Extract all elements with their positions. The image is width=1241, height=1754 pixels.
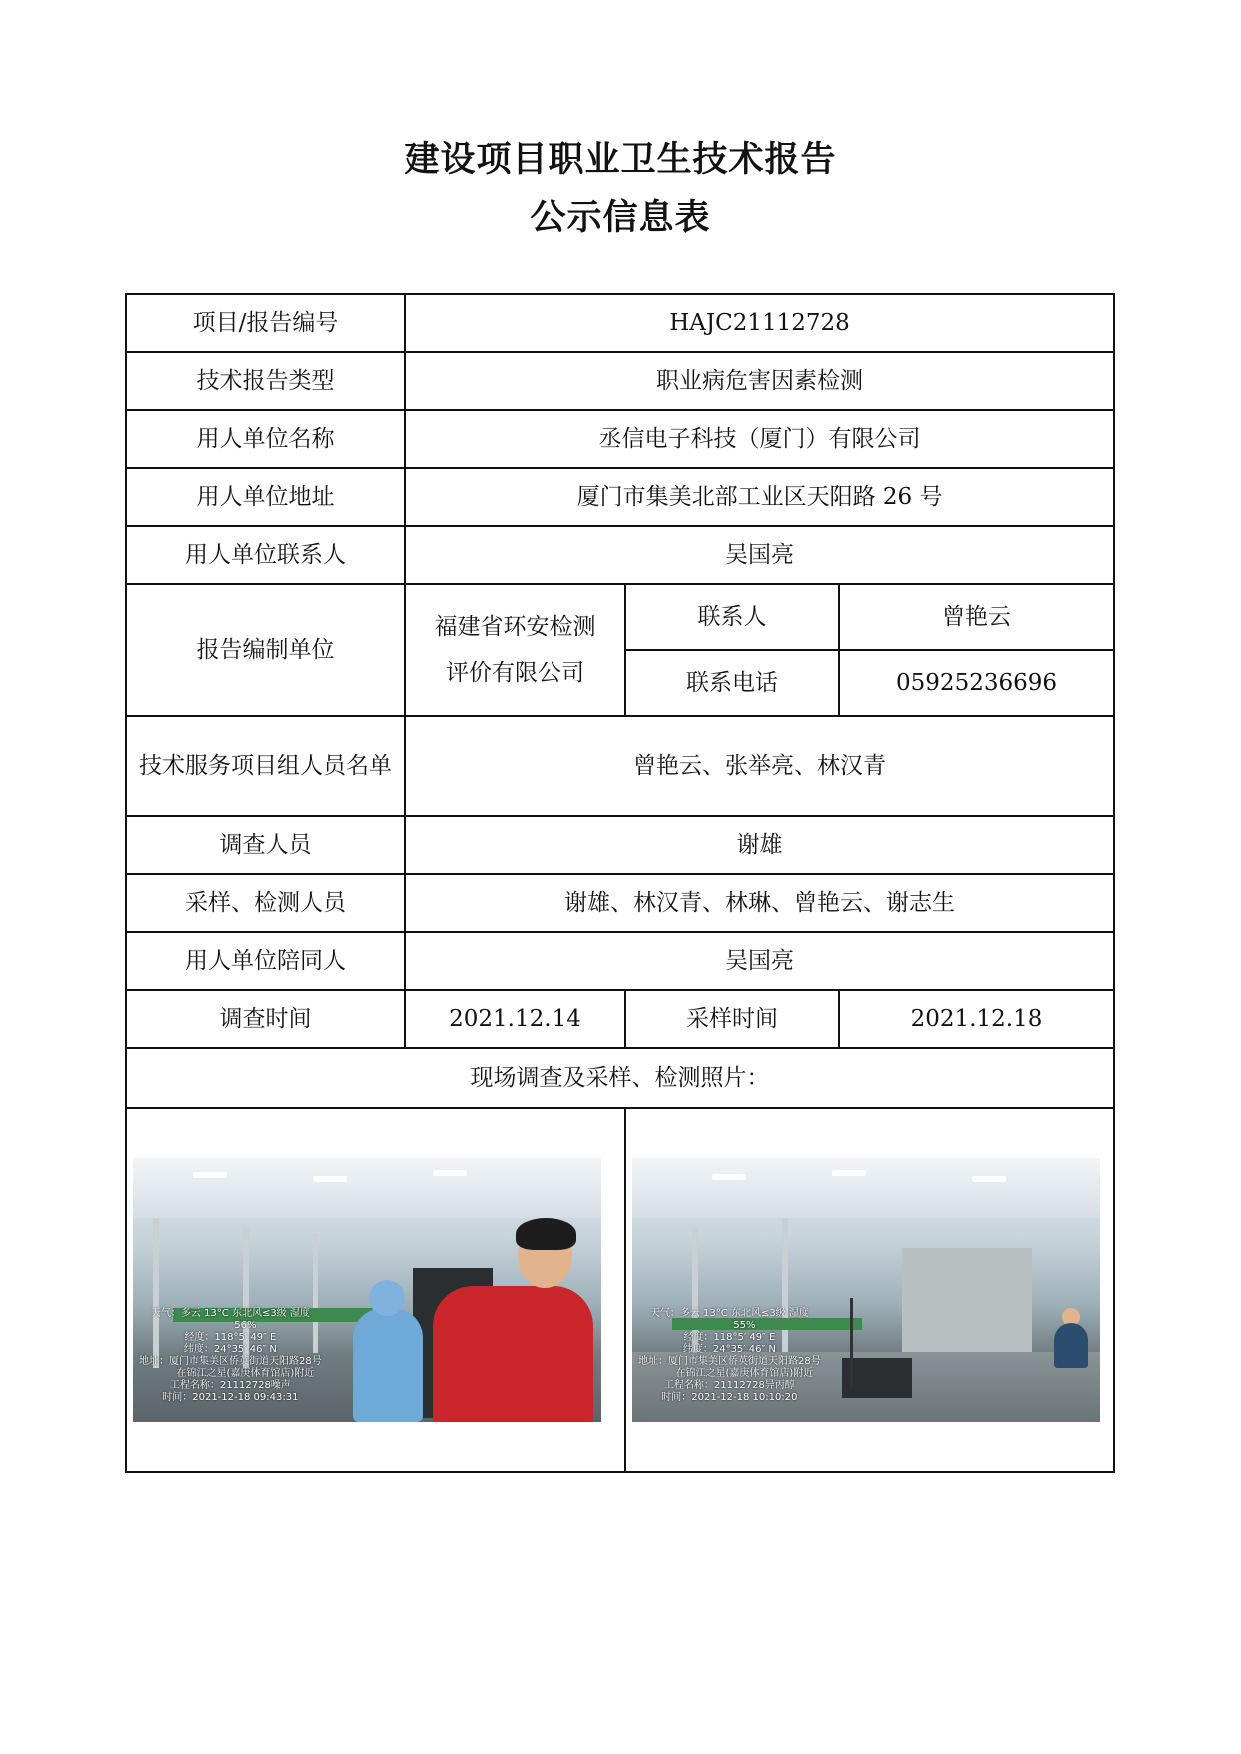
row-photos-label — [126, 1048, 1114, 1108]
compiler-contact-label: 联系人 — [625, 584, 839, 650]
investigator-value: 谢雄 — [405, 816, 1114, 874]
ceiling-lamp — [712, 1174, 746, 1180]
photo-watermark — [139, 1308, 322, 1404]
row-team — [126, 716, 1114, 816]
row-compiler — [126, 584, 1114, 650]
team-value: 曾艳云、张举亮、林汉青 — [405, 716, 1114, 816]
worker-figure — [1054, 1323, 1088, 1368]
row-employer-address — [126, 468, 1114, 526]
info-table — [125, 293, 1115, 1473]
watermark-line: 工程名称：21112728异丙醇 — [663, 1380, 795, 1391]
inspector-figure — [433, 1286, 593, 1422]
watermark-line: 在锦江之星(嘉庚体育馆店)附近 — [176, 1368, 315, 1379]
employer-address-value: 厦门市集美北部工业区天阳路 26 号 — [405, 468, 1114, 526]
site-photo-2 — [632, 1158, 1100, 1422]
watermark-line: 时间：2021-12-18 10:10:20 — [661, 1392, 798, 1403]
watermark-line: 天气：多云 13°C 东北风≤3级 湿度 — [150, 1308, 310, 1319]
watermark-line: 天气：多云 13°C 东北风≤3级 湿度 — [649, 1308, 809, 1319]
row-photos — [126, 1108, 1114, 1472]
employer-contact-label: 用人单位联系人 — [126, 526, 405, 584]
ceiling-lamp — [313, 1176, 347, 1182]
watermark-line: 地址：厦门市集美区侨英街道天阳路28号 — [139, 1356, 322, 1367]
compiler-value: 福建省环安检测评价有限公司 — [405, 584, 625, 716]
document-subtitle: 公示信息表 — [530, 197, 711, 238]
row-report-type — [126, 352, 1114, 410]
row-times — [126, 990, 1114, 1048]
inspector-hair — [516, 1218, 576, 1250]
report-type-value: 职业病危害因素检测 — [405, 352, 1114, 410]
ceiling-lamp — [832, 1170, 866, 1176]
photo-ceiling — [632, 1158, 1100, 1218]
report-type-label: 技术报告类型 — [126, 352, 405, 410]
reflow-oven — [902, 1248, 1032, 1358]
watermark-line: 工程名称：21112728噪声 — [169, 1380, 291, 1391]
survey-time-value: 2021.12.14 — [405, 990, 625, 1048]
employer-address-label: 用人单位地址 — [126, 468, 405, 526]
ceiling-lamp — [193, 1172, 227, 1178]
accompany-value: 吴国亮 — [405, 932, 1114, 990]
watermark-line: 经度：118°5′ 49″ E — [184, 1332, 277, 1343]
sampler-value: 谢雄、林汉青、林琳、曾艳云、谢志生 — [405, 874, 1114, 932]
watermark-line: 纬度：24°35′ 46″ N — [682, 1344, 776, 1355]
report-no-label: 项目/报告编号 — [126, 294, 405, 352]
team-label: 技术服务项目组人员名单 — [126, 716, 405, 816]
ceiling-lamp — [433, 1170, 467, 1176]
employer-name-value: 丞信电子科技（厦门）有限公司 — [405, 410, 1114, 468]
survey-time-label: 调查时间 — [126, 990, 405, 1048]
watermark-line: 56% — [234, 1320, 257, 1331]
site-photo-1 — [133, 1158, 601, 1422]
compiler-label: 报告编制单位 — [126, 584, 405, 716]
photo-cell-2 — [625, 1108, 1114, 1472]
photo-watermark — [638, 1308, 821, 1404]
document-title: 建设项目职业卫生技术报告 — [404, 139, 837, 180]
row-investigator — [126, 816, 1114, 874]
compiler-contact-value: 曾艳云 — [839, 584, 1114, 650]
sampler-label: 采样、检测人员 — [126, 874, 405, 932]
photo-ceiling — [133, 1158, 601, 1218]
watermark-line: 在锦江之星(嘉庚体育馆店)附近 — [675, 1368, 814, 1379]
accompany-label: 用人单位陪同人 — [126, 932, 405, 990]
investigator-label: 调查人员 — [126, 816, 405, 874]
compiler-phone-label: 联系电话 — [625, 650, 839, 716]
photo-cell-1 — [126, 1108, 625, 1472]
sampling-time-value: 2021.12.18 — [839, 990, 1114, 1048]
compiler-phone-value: 05925236696 — [839, 650, 1114, 716]
row-employer-contact — [126, 526, 1114, 584]
employer-contact-value: 吴国亮 — [405, 526, 1114, 584]
watermark-line: 经度：118°5′ 49″ E — [683, 1332, 776, 1343]
row-sampler — [126, 874, 1114, 932]
tripod — [850, 1298, 853, 1388]
worker-figure — [353, 1308, 423, 1422]
employer-name-label: 用人单位名称 — [126, 410, 405, 468]
sampling-time-label: 采样时间 — [625, 990, 839, 1048]
report-no-value: HAJC21112728 — [405, 294, 1114, 352]
watermark-line: 时间：2021-12-18 09:43:31 — [162, 1392, 299, 1403]
row-accompany — [126, 932, 1114, 990]
photos-label: 现场调查及采样、检测照片： — [126, 1048, 1114, 1108]
watermark-line: 55% — [733, 1320, 756, 1331]
watermark-line: 纬度：24°35′ 46″ N — [183, 1344, 277, 1355]
row-report-no — [126, 294, 1114, 352]
worker-cap — [369, 1280, 405, 1316]
row-employer-name — [126, 410, 1114, 468]
ceiling-lamp — [972, 1176, 1006, 1182]
watermark-line: 地址：厦门市集美区侨英街道天阳路28号 — [638, 1356, 821, 1367]
